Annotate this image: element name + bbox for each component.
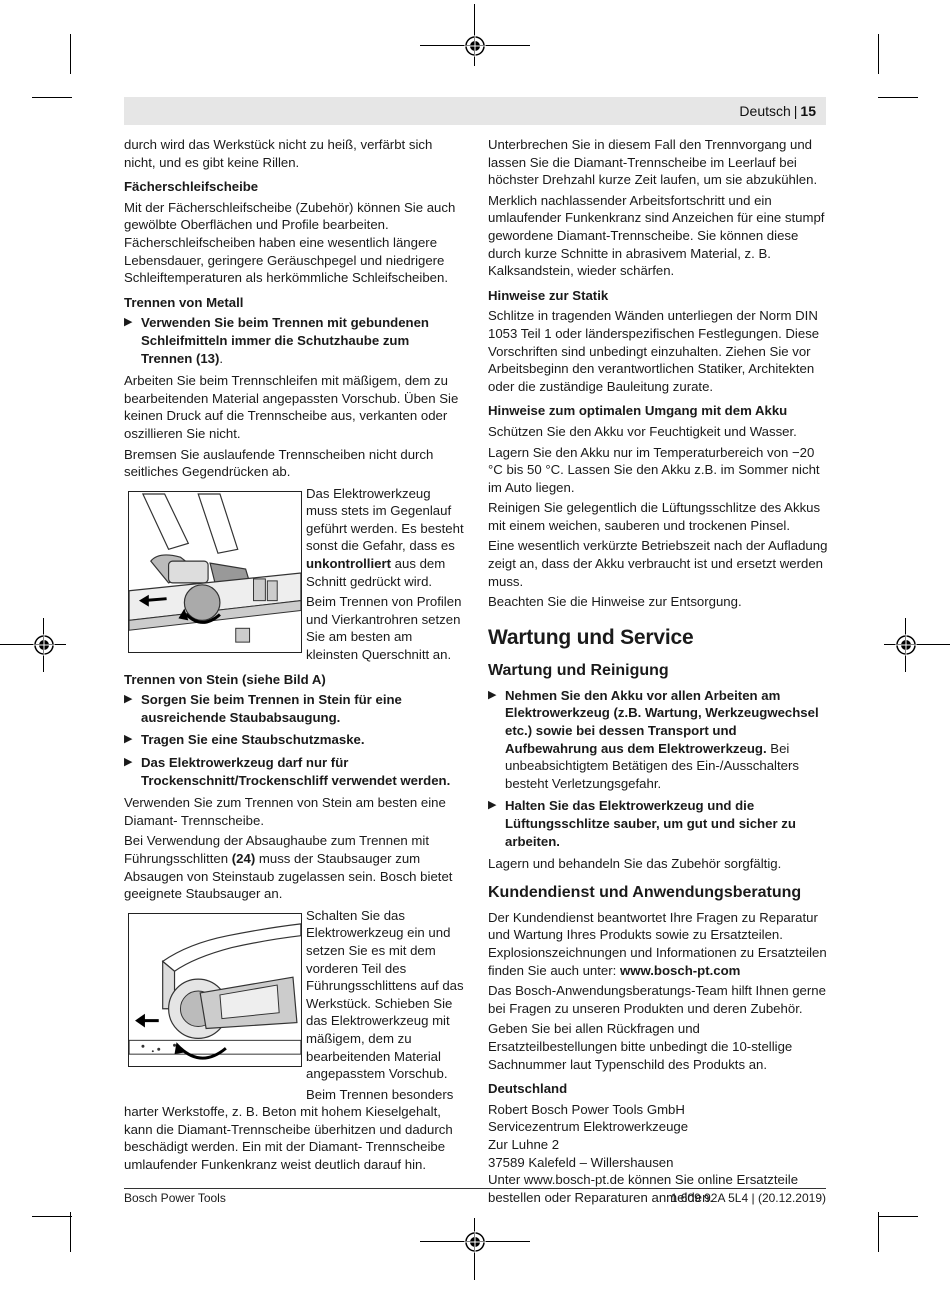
paragraph: Das Bosch-Anwendungsberatungs-Team hilft Ihnen gerne bei Fragen zu unseren Produkten und deren Zubehör. — [488, 983, 826, 1016]
paragraph: Merklich nachlassender Arbeitsfortschritt und ein umlaufender Funkenkranz sind Anzeichen für eine stumpf gewordene Diamant-Trennscheibe. Sie können diese durch kurze Schnitte in abrasivem Material, z. B. Kalksandstein, wieder schärfen. — [488, 192, 825, 279]
paragraph: Beim Trennen von Profilen und Vierkantrohren setzen Sie am besten am kleinsten Querschnitt an. — [306, 594, 462, 663]
paragraph: Beim Trennen besonders — [306, 1086, 454, 1102]
subsection-title: Wartung und Reinigung — [488, 661, 669, 679]
section-heading: Hinweise zum optimalen Umgang mit dem Akku — [488, 403, 788, 419]
bullet-text: Bei unbeabsichtigtem Betätigen des Ein-/Ausschalters besteht Verletzungsgefahr. — [505, 740, 799, 791]
paragraph: Bei Verwendung der Absaughaube zum Trennen mit Führungsschlitten (24) muss der Staubsauger zum Absaugen von Steinstaub zugelassen sein. Bosch bietet geeignete Staubsauger an. — [124, 833, 453, 902]
arrow-bullet-icon: ▶ — [124, 693, 133, 706]
arrow-bullet-icon: ▶ — [124, 756, 133, 768]
page-number: 15 — [800, 103, 816, 119]
crop-mark — [32, 97, 72, 98]
address-line: Robert Bosch Power Tools GmbH — [488, 1101, 685, 1117]
arrow-bullet-icon: ▶ — [488, 688, 497, 701]
footer-doc-number: 1 609 92A 5L4 | (20.12.2019) — [670, 1191, 826, 1205]
section-heading: Fächerschleifscheibe — [124, 179, 259, 195]
paragraph: Beachten Sie die Hinweise zur Entsorgung. — [488, 594, 742, 610]
registration-mark-icon — [464, 1231, 486, 1253]
arrow-bullet-icon: ▶ — [124, 316, 133, 329]
crop-mark — [70, 34, 71, 74]
bullet-text: Verwenden Sie beim Trennen mit gebundenen Schleifmitteln immer die Schutzhaube zum Trennen (13) — [141, 315, 429, 366]
page-header — [124, 97, 826, 125]
paragraph: Das Elektrowerkzeug muss stets im Gegenlauf geführt werden. Es besteht sonst die Gefahr, dass es unkontrolliert aus dem Schnitt gedrückt wird. — [306, 485, 464, 589]
section-heading: Deutschland — [488, 1081, 568, 1097]
paragraph: Mit der Fächerschleifscheibe (Zubehör) können Sie auch gewölbte Oberflächen und Profile bearbeiten. Fächerschleifscheiben haben eine wesentlich längere Lebensdauer, geringere Geräuschpegel und niedrigere Schleiftemperaturen als herkömmliche Schleifscheiben. — [124, 199, 456, 286]
figure-block — [124, 485, 464, 664]
address-line: Servicezentrum Elektrowerkzeuge — [488, 1119, 689, 1135]
paragraph: Schlitze in tragenden Wänden unterliegen der Norm DIN 1053 Teil 1 oder länderspezifischen Festlegungen. Diese Vorschriften sind unbedingt einzuhalten. Ziehen Sie vor Arbeitsbeginn den verantwortlichen Statiker, Architekten oder die zuständige Bauleitung zurate. — [488, 308, 820, 394]
registration-mark-icon — [464, 35, 486, 57]
bullet-text: Das Elektrowerkzeug darf nur für Trockenschnitt/Trockenschliff verwendet werden. — [141, 755, 451, 788]
warning-bullet — [488, 797, 828, 850]
figure-caption — [306, 907, 464, 1104]
crop-mark — [70, 1212, 71, 1252]
warning-bullet — [124, 314, 464, 367]
right-column — [488, 136, 828, 1206]
figure-block — [124, 907, 464, 1104]
paragraph: Verwenden Sie zum Trennen von Stein am besten eine Diamant- Trennscheibe. — [124, 795, 446, 828]
arrow-bullet-icon: ▶ — [488, 799, 497, 812]
paragraph: Lagern und behandeln Sie das Zubehör sorgfältig. — [488, 856, 782, 872]
arrow-bullet-icon: ▶ — [124, 733, 133, 746]
crop-mark — [878, 1212, 879, 1252]
website-link[interactable]: www.bosch-pt.com — [619, 962, 741, 978]
warning-bullet — [124, 754, 464, 789]
address-line: 37589 Kalefeld – Willershausen — [488, 1154, 674, 1170]
paragraph: Lagern Sie den Akku nur im Temperaturbereich von −20 °C bis 50 °C. Lassen Sie den Akku z.B. im Sommer nicht im Auto liegen. — [488, 444, 820, 495]
crop-mark — [32, 1216, 72, 1217]
bullet-text: Tragen Sie eine Staubschutzmaske. — [141, 732, 365, 748]
section-heading: Hinweise zur Statik — [488, 287, 609, 303]
registration-mark-icon — [895, 634, 917, 656]
figure-caption — [306, 485, 464, 664]
paragraph: Bremsen Sie auslaufende Trennscheiben nicht durch seitliches Gegendrücken ab. — [124, 446, 434, 480]
crop-mark — [878, 1216, 918, 1217]
chapter-title: Wartung und Service — [488, 625, 694, 649]
cutting-stone-illustration — [128, 913, 302, 1067]
bullet-text: Sorgen Sie beim Trennen in Stein für eine ausreichende Staubabsaugung. — [141, 692, 402, 725]
registration-mark-icon — [33, 634, 55, 656]
bullet-text: Halten Sie das Elektrowerkzeug und die Lüftungsschlitze sauber, um gut und sicher zu arbeiten. — [505, 798, 796, 849]
paragraph: Arbeiten Sie beim Trennschleifen mit mäßigem, dem zu bearbeitenden Material angepassten Vorschub. Üben Sie keinen Druck auf die Trennscheibe aus, verkanten oder oszillieren Sie nicht. — [124, 373, 459, 441]
subsection-title: Kundendienst und Anwendungsberatung — [488, 883, 802, 901]
paragraph: Geben Sie bei allen Rückfragen und Ersatzteilbestellungen bitte unbedingt die 10-stellige Sachnummer laut Typenschild des Produkts an. — [488, 1021, 793, 1072]
cutting-metal-illustration — [128, 491, 302, 653]
paragraph: Der Kundendienst beantwortet Ihre Fragen zu Reparatur und Wartung Ihres Produkts sowie zu Ersatzteilen. Explosionszeichnungen und Informationen zu Ersatzteilen finden Sie auch unter: www.bosch-pt.com — [488, 909, 827, 978]
address-line: Zur Luhne 2 — [488, 1136, 560, 1152]
paragraph: Schützen Sie den Akku vor Feuchtigkeit und Wasser. — [488, 423, 797, 439]
left-column — [124, 136, 464, 1177]
header-language: Deutsch — [739, 103, 791, 119]
bullet-text: Nehmen Sie den Akku vor allen Arbeiten am Elektrowerkzeug (z.B. Wartung, Werkzeugwechsel etc.) sowie bei dessen Transport und Aufbewahrung aus dem Elektrowerkzeug. — [505, 687, 819, 756]
header-text: Deutsch | 15 — [739, 103, 816, 119]
paragraph: Eine wesentlich verkürzte Betriebszeit nach der Aufladung zeigt an, dass der Akku verbraucht ist und ersetzt werden muss. — [488, 538, 828, 589]
footer-divider — [124, 1188, 826, 1189]
warning-bullet — [488, 687, 828, 793]
paragraph: durch wird das Werkstück nicht zu heiß, verfärbt sich nicht, und es gibt keine Rillen. — [124, 137, 433, 170]
warning-bullet — [124, 691, 464, 726]
footer-brand: Bosch Power Tools — [124, 1191, 226, 1205]
paragraph: Schalten Sie das Elektrowerkzeug ein und setzen Sie es mit dem vorderen Teil des Führungsschlittens auf das Werkstück. Schieben Sie das Elektrowerkzeug mit mäßigem, dem zu bearbeitenden Material angepasstem Vorschub. — [306, 907, 464, 1082]
paragraph: harter Werkstoffe, z. B. Beton mit hohem Kieselgehalt, kann die Diamant-Trennscheibe überhitzen und dadurch beschädigt werden. Ein mit der Diamant- Trennscheibe umlaufender Funkenkranz weist deutlich darauf hin. — [124, 1104, 453, 1173]
crop-mark — [878, 97, 918, 98]
section-heading: Trennen von Stein (siehe Bild A) — [124, 671, 326, 687]
bullet-text: . — [219, 350, 224, 366]
registration-line — [884, 644, 950, 645]
crop-mark — [878, 34, 879, 74]
section-heading: Trennen von Metall — [124, 294, 244, 310]
address-line: Unter www.bosch-pt.de können Sie online Ersatzteile bestellen oder Reparaturen anmelden. — [488, 1172, 799, 1205]
warning-bullet — [124, 731, 464, 749]
paragraph: Reinigen Sie gelegentlich die Lüftungsschlitze des Akkus mit einem weichen, sauberen und trockenen Pinsel. — [488, 500, 821, 533]
paragraph: Unterbrechen Sie in diesem Fall den Trennvorgang und lassen Sie die Diamant-Trennscheibe im Leerlauf bei höchster Drehzahl kurze Zeit laufen, um sie abzukühlen. — [488, 137, 818, 188]
